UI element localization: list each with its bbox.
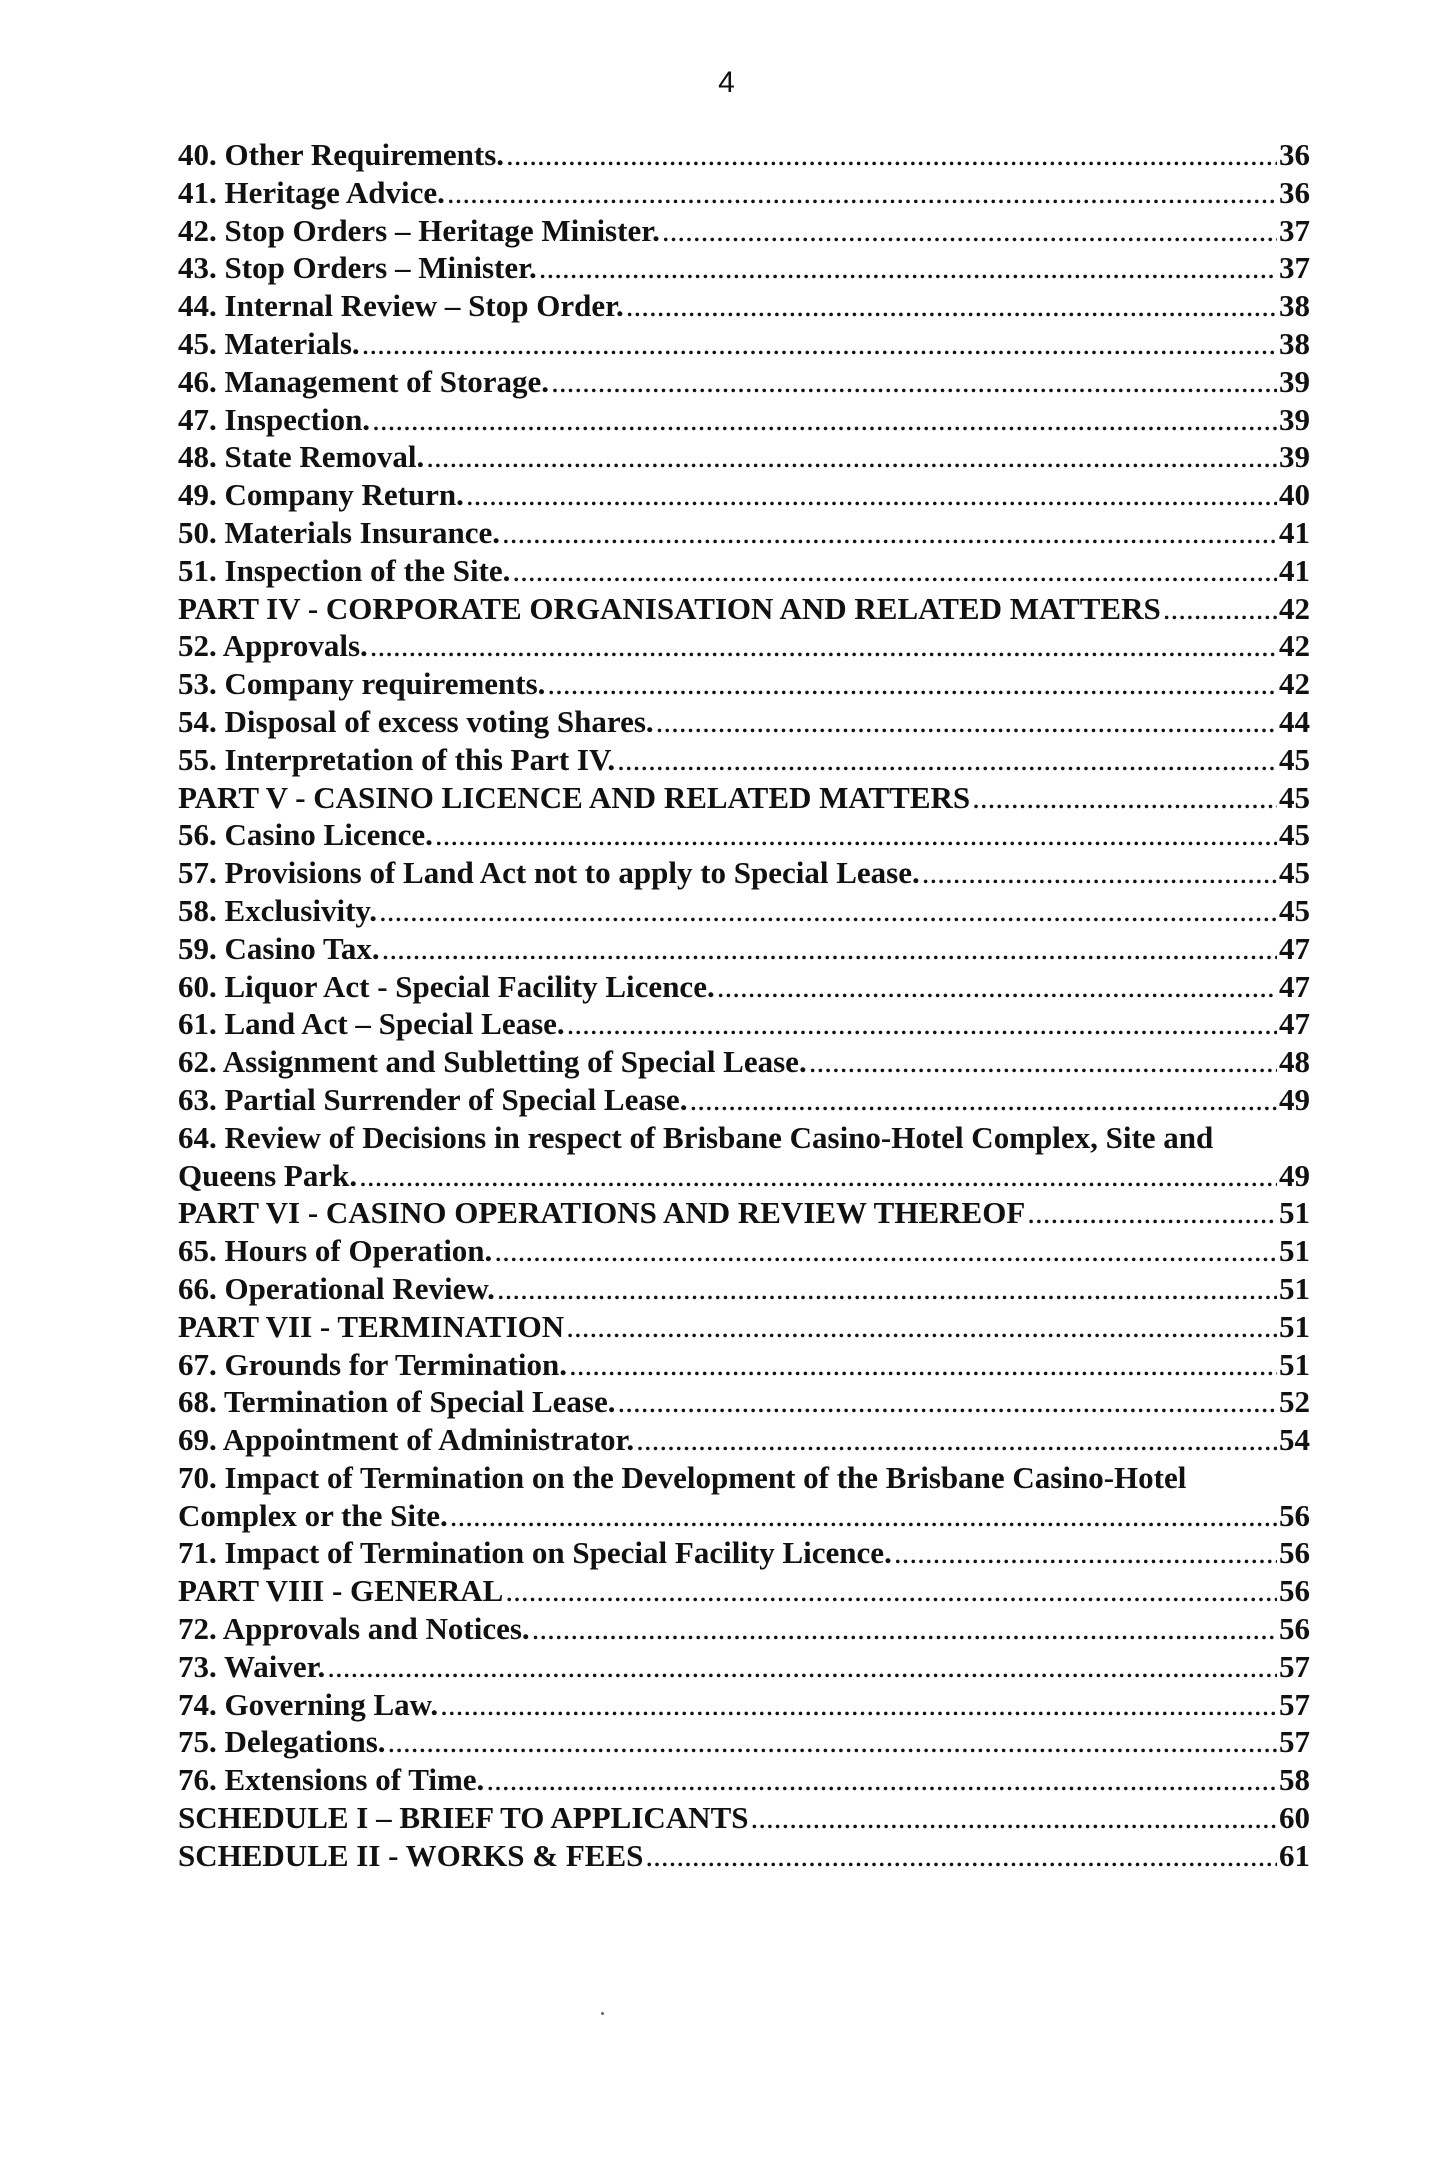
- toc-entry[interactable]: [178, 892, 1310, 930]
- toc-leader-dots: [426, 438, 1277, 476]
- toc-entry[interactable]: [178, 325, 1310, 363]
- toc-leader-dots: [362, 325, 1277, 363]
- toc-entry-title-line1: 64. Review of Decisions in respect of Brisbane Casino-Hotel Complex, Site and: [178, 1119, 1214, 1155]
- toc-entry-title: 62. Assignment and Subletting of Special Lease.: [178, 1044, 807, 1080]
- toc-leader-dots: [494, 1232, 1277, 1270]
- toc-entry-title-line2: Queens Park.: [178, 1157, 358, 1193]
- toc-entry[interactable]: [178, 1534, 1310, 1572]
- toc-entry-title-line2: Complex or the Site.: [178, 1497, 448, 1533]
- toc-entry[interactable]: [178, 476, 1310, 514]
- toc-entry[interactable]: [178, 1799, 1310, 1837]
- toc-entry[interactable]: [178, 816, 1310, 854]
- toc-leader-dots: [566, 1308, 1277, 1346]
- toc-entry-title: 60. Liquor Act - Special Facility Licence.: [178, 968, 715, 1004]
- toc-entry[interactable]: [178, 401, 1310, 439]
- toc-leader-dots: [382, 930, 1277, 968]
- toc-leader-dots: [532, 1610, 1277, 1648]
- toc-entry[interactable]: [178, 590, 1310, 628]
- toc-leader-dots: [656, 703, 1277, 741]
- toc-entry-page: 51: [1279, 1270, 1310, 1306]
- toc-leader-dots: [505, 1572, 1277, 1610]
- toc-entry-title: 46. Management of Storage.: [178, 363, 550, 399]
- toc-entry-page: 51: [1279, 1195, 1310, 1231]
- toc-entry-title: 51. Inspection of the Site.: [178, 552, 511, 588]
- toc-entry-page: 45: [1279, 779, 1310, 815]
- toc-entry-page: 44: [1279, 703, 1310, 739]
- toc-entry-page: 38: [1279, 325, 1310, 361]
- toc-entry-page: 51: [1279, 1346, 1310, 1382]
- toc-entry[interactable]: [178, 1837, 1310, 1875]
- toc-leader-dots: [370, 627, 1277, 665]
- toc-leader-dots: [751, 1799, 1278, 1837]
- toc-group-b: [178, 1194, 1310, 1459]
- toc-entry-page: 37: [1279, 212, 1310, 248]
- toc-entry-page: 39: [1279, 439, 1310, 475]
- toc-entry[interactable]: [178, 1005, 1310, 1043]
- toc-entry-title: 75. Delegations.: [178, 1724, 386, 1760]
- page-number: 4: [718, 66, 735, 99]
- toc-entry[interactable]: [178, 1308, 1310, 1346]
- toc-entry[interactable]: [178, 1723, 1310, 1761]
- toc-entry-page: 42: [1279, 628, 1310, 664]
- toc-leader-dots: [972, 779, 1277, 817]
- toc-entry-page: 41: [1279, 514, 1310, 550]
- toc-leader-dots: [447, 174, 1277, 212]
- toc-entry[interactable]: [178, 1648, 1310, 1686]
- toc-entry[interactable]: [178, 1081, 1310, 1119]
- toc-entry-title: 45. Materials.: [178, 325, 360, 361]
- toc-leader-dots: [894, 1534, 1277, 1572]
- toc-entry-page: 60: [1279, 1800, 1310, 1836]
- toc-leader-dots: [567, 1005, 1277, 1043]
- toc-leader-dots: [617, 1383, 1277, 1421]
- toc-leader-dots: [506, 136, 1277, 174]
- toc-entry-title: 61. Land Act – Special Lease.: [178, 1006, 565, 1042]
- toc-entry-title: PART V - CASINO LICENCE AND RELATED MATTERS: [178, 779, 971, 815]
- toc-leader-dots: [1027, 1194, 1277, 1232]
- toc-entry-title: PART IV - CORPORATE ORGANISATION AND RELATED MATTERS: [178, 590, 1161, 626]
- toc-leader-dots: [359, 1157, 1277, 1195]
- toc-entry[interactable]: [178, 627, 1310, 665]
- toc-leader-dots: [372, 401, 1277, 439]
- toc-entry-page: 45: [1279, 741, 1310, 777]
- toc-group-a: [178, 136, 1310, 1119]
- toc-entry-page: 36: [1279, 137, 1310, 172]
- toc-entry-title: 52. Approvals.: [178, 628, 368, 664]
- toc-entry[interactable]: [178, 552, 1310, 590]
- toc-entry-page: 38: [1279, 288, 1310, 324]
- toc-entry-page: 39: [1279, 363, 1310, 399]
- toc-leader-dots: [717, 968, 1277, 1006]
- toc-entry-page: 56: [1279, 1497, 1310, 1533]
- toc-entry[interactable]: [178, 665, 1310, 703]
- toc-entry[interactable]: [178, 363, 1310, 401]
- toc-entry[interactable]: [178, 1686, 1310, 1724]
- toc-leader-dots: [327, 1648, 1277, 1686]
- toc-entry[interactable]: [178, 438, 1310, 476]
- toc-entry-page: 51: [1279, 1233, 1310, 1269]
- toc-leader-dots: [466, 476, 1277, 514]
- toc-entry-page: 42: [1279, 590, 1310, 626]
- toc-entry[interactable]: [178, 1232, 1310, 1270]
- toc-leader-dots: [617, 741, 1277, 779]
- toc-entry-title: 63. Partial Surrender of Special Lease.: [178, 1081, 688, 1117]
- toc-entry-title: 71. Impact of Termination on Special Facility Licence.: [178, 1535, 892, 1571]
- toc-entry-title: 76. Extensions of Time.: [178, 1762, 485, 1798]
- toc-entry-page: 56: [1279, 1535, 1310, 1571]
- toc-entry-title: 50. Materials Insurance.: [178, 514, 501, 550]
- toc-entry-page: 37: [1279, 250, 1310, 286]
- toc-entry-title: 54. Disposal of excess voting Shares.: [178, 703, 654, 739]
- toc-entry[interactable]: [178, 212, 1310, 250]
- toc-entry[interactable]: [178, 1043, 1310, 1081]
- toc-entry-page: 41: [1279, 552, 1310, 588]
- toc-entry-title: 58. Exclusivity.: [178, 892, 377, 928]
- toc-leader-dots: [512, 552, 1277, 590]
- toc-leader-dots: [569, 1346, 1277, 1384]
- toc-entry[interactable]: [178, 1761, 1310, 1799]
- toc-entry[interactable]: [178, 287, 1310, 325]
- toc-entry-page: 45: [1279, 892, 1310, 928]
- toc-entry[interactable]: [178, 1421, 1310, 1459]
- toc-leader-dots: [435, 816, 1277, 854]
- toc-entry[interactable]: [178, 249, 1310, 287]
- toc-entry-page: 48: [1279, 1044, 1310, 1080]
- toc-entry-title: PART VI - CASINO OPERATIONS AND REVIEW THEREOF: [178, 1195, 1026, 1231]
- toc-entry-page: 61: [1279, 1837, 1310, 1873]
- toc-entry-page: 45: [1279, 817, 1310, 853]
- toc-entry-title: 44. Internal Review – Stop Order.: [178, 288, 624, 324]
- toc-entry-page: 54: [1279, 1422, 1310, 1458]
- toc-entry[interactable]: [178, 1194, 1310, 1232]
- toc-entry-page: 39: [1279, 401, 1310, 437]
- toc-entry-title: PART VIII - GENERAL: [178, 1573, 504, 1609]
- toc-entry-page: 42: [1279, 666, 1310, 702]
- toc-entry[interactable]: [178, 968, 1310, 1006]
- toc-entry[interactable]: [178, 930, 1310, 968]
- toc-entry-title: 73. Waiver.: [178, 1648, 326, 1684]
- toc-entry-title: 55. Interpretation of this Part IV.: [178, 741, 616, 777]
- toc-entry-title: SCHEDULE I – BRIEF TO APPLICANTS: [178, 1800, 749, 1836]
- scan-speck: [601, 2012, 604, 2015]
- toc-entry-page: 47: [1279, 930, 1310, 966]
- toc-entry-page: 36: [1279, 174, 1310, 210]
- toc-entry[interactable]: [178, 1270, 1310, 1308]
- toc-entry[interactable]: [178, 1383, 1310, 1421]
- toc-leader-dots: [551, 363, 1277, 401]
- toc-entry-page: 40: [1279, 477, 1310, 513]
- toc-entry-title: 47. Inspection.: [178, 401, 371, 437]
- table-of-contents: [178, 136, 1310, 1875]
- toc-entry-page: 56: [1279, 1573, 1310, 1609]
- toc-entry[interactable]: [178, 136, 1310, 174]
- toc-entry-page: 49: [1279, 1081, 1310, 1117]
- toc-entry-title: 48. State Removal.: [178, 439, 425, 475]
- toc-entry-page: 57: [1279, 1686, 1310, 1722]
- toc-entry-page: 56: [1279, 1611, 1310, 1647]
- toc-entry-title: 43. Stop Orders – Minister.: [178, 250, 537, 286]
- toc-entry-title-line1: 70. Impact of Termination on the Development of the Brisbane Casino-Hotel: [178, 1459, 1187, 1495]
- toc-entry-title: 72. Approvals and Notices.: [178, 1611, 530, 1647]
- toc-entry-title: 65. Hours of Operation.: [178, 1233, 493, 1269]
- toc-entry[interactable]: [178, 514, 1310, 552]
- toc-entry-title: 67. Grounds for Termination.: [178, 1346, 568, 1382]
- toc-leader-dots: [547, 665, 1277, 703]
- toc-leader-dots: [809, 1043, 1277, 1081]
- toc-entry-title: 41. Heritage Advice.: [178, 174, 445, 210]
- toc-leader-dots: [1163, 590, 1277, 628]
- toc-entry-page: 45: [1279, 855, 1310, 891]
- toc-leader-dots: [645, 1837, 1277, 1875]
- toc-leader-dots: [689, 1081, 1277, 1119]
- toc-leader-dots: [626, 287, 1277, 325]
- toc-entry-64[interactable]: [178, 1119, 1310, 1195]
- toc-entry-page: 47: [1279, 968, 1310, 1004]
- toc-entry-title: 69. Appointment of Administrator.: [178, 1422, 635, 1458]
- toc-entry-title: SCHEDULE II - WORKS & FEES: [178, 1837, 644, 1873]
- toc-leader-dots: [388, 1723, 1277, 1761]
- toc-entry-title: 42. Stop Orders – Heritage Minister.: [178, 212, 660, 248]
- toc-entry[interactable]: [178, 854, 1310, 892]
- toc-entry[interactable]: [178, 174, 1310, 212]
- toc-entry-title: 74. Governing Law.: [178, 1686, 439, 1722]
- toc-entry[interactable]: [178, 703, 1310, 741]
- toc-group-c: [178, 1534, 1310, 1874]
- toc-entry-page: 51: [1279, 1308, 1310, 1344]
- toc-leader-dots: [502, 514, 1277, 552]
- toc-entry[interactable]: [178, 1346, 1310, 1384]
- toc-entry-page: 47: [1279, 1006, 1310, 1042]
- toc-entry-title: PART VII - TERMINATION: [178, 1308, 565, 1344]
- toc-leader-dots: [497, 1270, 1277, 1308]
- toc-leader-dots: [379, 892, 1277, 930]
- toc-entry[interactable]: [178, 1610, 1310, 1648]
- toc-entry-title: 59. Casino Tax.: [178, 930, 380, 966]
- toc-leader-dots: [662, 212, 1277, 250]
- toc-leader-dots: [636, 1421, 1277, 1459]
- toc-entry-page: 52: [1279, 1384, 1310, 1420]
- toc-entry-title: 68. Termination of Special Lease.: [178, 1384, 616, 1420]
- toc-entry-title: 66. Operational Review.: [178, 1270, 495, 1306]
- toc-entry[interactable]: [178, 1572, 1310, 1610]
- toc-entry-title: 53. Company requirements.: [178, 666, 546, 702]
- toc-leader-dots: [486, 1761, 1277, 1799]
- toc-entry-title: 56. Casino Licence.: [178, 817, 433, 853]
- toc-entry-title: 49. Company Return.: [178, 477, 464, 513]
- toc-entry-page: 57: [1279, 1648, 1310, 1684]
- toc-entry-page: 57: [1279, 1724, 1310, 1760]
- toc-entry-page: 58: [1279, 1762, 1310, 1798]
- toc-entry[interactable]: [178, 741, 1310, 779]
- toc-leader-dots: [440, 1686, 1277, 1724]
- toc-entry-page: 49: [1279, 1157, 1310, 1193]
- toc-entry-70[interactable]: [178, 1459, 1310, 1535]
- toc-leader-dots: [450, 1497, 1277, 1535]
- toc-entry-title: 40. Other Requirements.: [178, 137, 505, 172]
- toc-leader-dots: [922, 854, 1277, 892]
- toc-entry[interactable]: [178, 779, 1310, 817]
- toc-leader-dots: [539, 249, 1277, 287]
- toc-entry-title: 57. Provisions of Land Act not to apply to Special Lease.: [178, 855, 920, 891]
